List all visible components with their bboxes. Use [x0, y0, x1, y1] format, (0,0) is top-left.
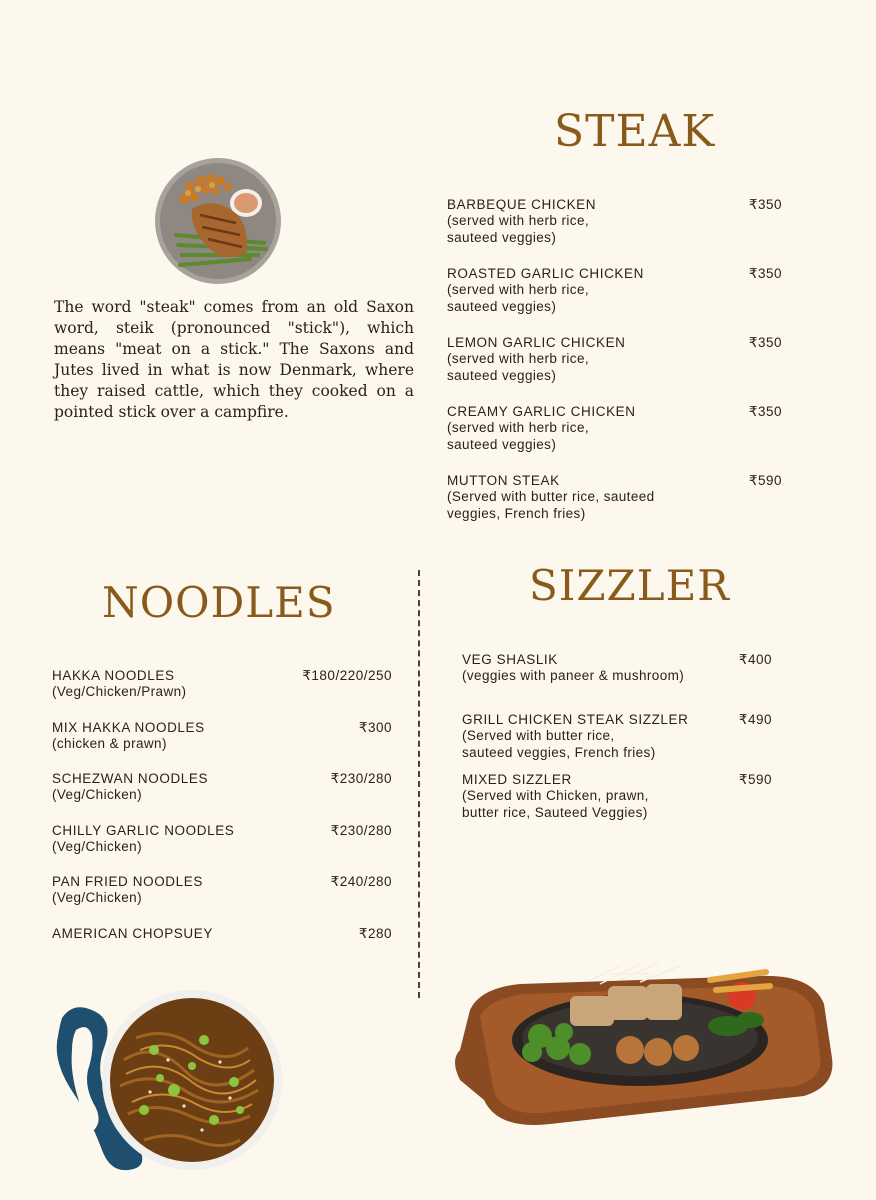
item-description: butter rice, Sauteed Veggies) — [462, 805, 648, 820]
item-description: (Veg/Chicken) — [52, 838, 142, 854]
item-description: (served with herb rice, — [447, 213, 589, 228]
item-name: AMERICAN CHOPSUEY — [52, 925, 213, 941]
item-name: SCHEZWAN NOODLES — [52, 771, 209, 786]
item-name: MIX HAKKA NOODLES — [52, 719, 205, 735]
item-description: veggies, French fries) — [447, 506, 586, 521]
menu-item — [52, 771, 394, 823]
item-name: BARBEQUE CHICKEN — [447, 197, 597, 212]
menu-item — [462, 652, 782, 712]
item-price: ₹230/280 — [330, 822, 392, 838]
menu-item — [52, 720, 394, 772]
item-price: ₹590 — [738, 772, 772, 787]
item-description: (served with herb rice, — [447, 351, 589, 366]
sizzler-section-title: SIZZLER — [529, 561, 730, 610]
item-description: sauteed veggies, French fries) — [462, 745, 656, 760]
item-price: ₹400 — [738, 652, 772, 667]
menu-item — [447, 335, 792, 404]
item-description: sauteed veggies) — [447, 368, 557, 383]
item-description: (served with herb rice, — [447, 282, 589, 297]
menu-item — [52, 823, 394, 875]
menu-item — [52, 668, 394, 720]
item-price: ₹490 — [738, 712, 772, 727]
item-description: (Served with butter rice, — [462, 728, 615, 743]
item-description: (veggies with paneer & mushroom) — [462, 668, 685, 683]
item-name: LEMON GARLIC CHICKEN — [447, 335, 626, 350]
menu-item — [462, 772, 782, 832]
menu-item — [447, 197, 792, 266]
item-description: (Served with Chicken, prawn, — [462, 788, 649, 803]
item-price: ₹350 — [748, 197, 782, 212]
item-price: ₹350 — [748, 266, 782, 281]
item-name: PAN FRIED NOODLES — [52, 874, 203, 889]
item-price: ₹590 — [748, 473, 782, 488]
item-description: sauteed veggies) — [447, 230, 557, 245]
noodle-bowl-image — [44, 990, 284, 1175]
item-name: MIXED SIZZLER — [462, 772, 572, 787]
item-name: CHILLY GARLIC NOODLES — [52, 822, 235, 838]
item-description: (Served with butter rice, sauteed — [447, 489, 655, 504]
item-price: ₹350 — [748, 335, 782, 350]
item-name: GRILL CHICKEN STEAK SIZZLER — [462, 712, 689, 727]
menu-item — [447, 473, 792, 542]
noodles-menu-list — [52, 668, 394, 977]
item-description: sauteed veggies) — [447, 437, 557, 452]
item-name: CREAMY GARLIC CHICKEN — [447, 404, 636, 419]
item-name: HAKKA NOODLES — [52, 668, 175, 683]
menu-item — [52, 874, 394, 926]
item-description: (Veg/Chicken) — [52, 787, 142, 802]
menu-item — [447, 266, 792, 335]
item-price: ₹230/280 — [330, 771, 392, 786]
item-description: (Veg/Chicken/Prawn) — [52, 684, 187, 699]
item-description: (Veg/Chicken) — [52, 890, 142, 905]
item-description: sauteed veggies) — [447, 299, 557, 314]
menu-item — [52, 926, 394, 978]
sizzler-plate-image — [440, 940, 848, 1150]
steak-plate-image — [154, 157, 282, 285]
item-name: MUTTON STEAK — [447, 473, 560, 488]
item-name: ROASTED GARLIC CHICKEN — [447, 266, 644, 281]
sizzler-menu-list — [462, 652, 782, 832]
item-description: (chicken & prawn) — [52, 735, 167, 751]
item-description: (served with herb rice, — [447, 420, 589, 435]
item-price: ₹350 — [748, 404, 782, 419]
steak-menu-list — [447, 197, 792, 542]
item-name: VEG SHASLIK — [462, 652, 558, 667]
dashed-divider — [418, 570, 420, 998]
steak-section-title: STEAK — [554, 106, 716, 157]
item-price: ₹240/280 — [330, 874, 392, 889]
item-price: ₹280 — [358, 925, 392, 941]
menu-item — [462, 712, 782, 772]
steak-intro-text: The word "steak" comes from an old Saxon word, steik (pronounced "stick"), which means "meat on a stick." The Saxons and Jutes lived in what is now Denmark, where they raised cattle, which they cooked on a pointed stick over a campfire. — [54, 298, 414, 421]
item-price: ₹180/220/250 — [302, 668, 392, 683]
noodles-section-title: NOODLES — [102, 578, 336, 627]
menu-item — [447, 404, 792, 473]
item-price: ₹300 — [358, 719, 392, 735]
